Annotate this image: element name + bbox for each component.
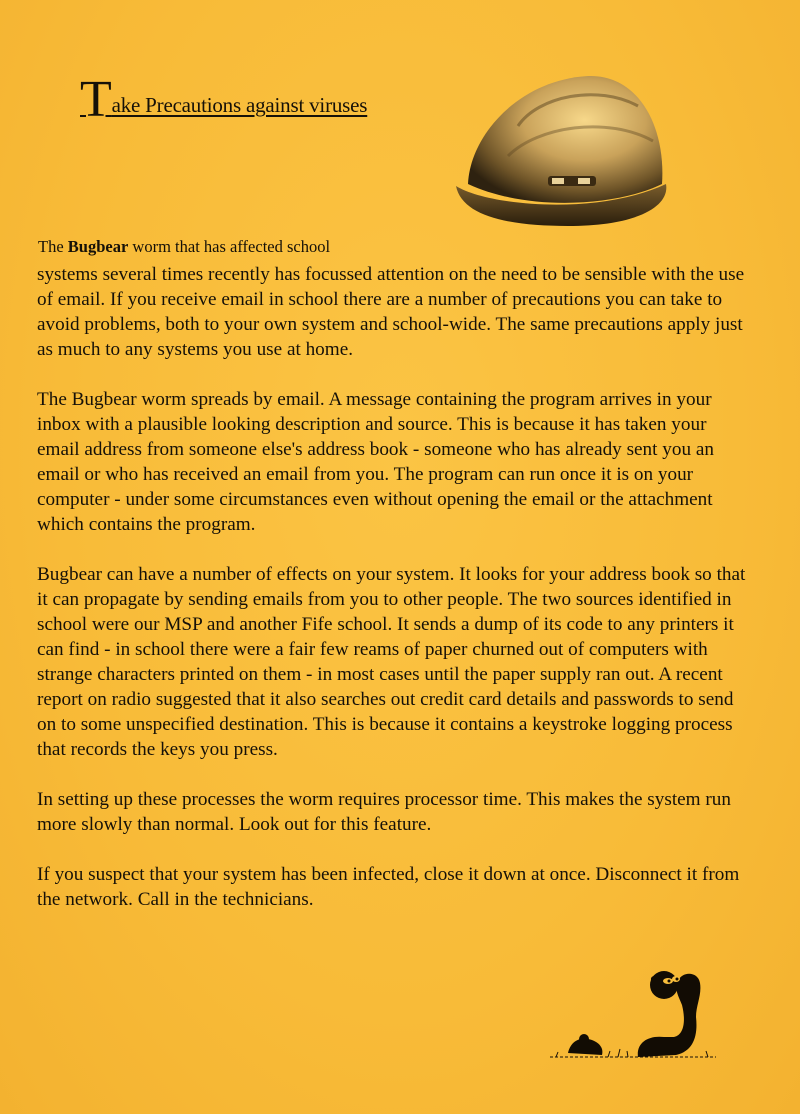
paragraph-2: The Bugbear worm spreads by email. A message containing the program arrives in your inbox with a plausible looking description and source. This is because it has taken your email address from someone else's address book - someone who has already sent you an email or who has received an email from you. The program can run once it is on your computer - under some circumstances even without opening the email or the attachment which contains the program. <box>37 389 714 535</box>
page-title <box>80 71 368 128</box>
paragraph-1: systems several times recently has focussed attention on the need to be sensible with the use of email. If you receive email in school there are a number of precautions you can take to avoid problems, both to your own system and school-wide. The same precautions apply just as much to any systems you use at home. <box>37 264 745 360</box>
paragraph-3: Bugbear can have a number of effects on your system. It looks for your address book so that it can propagate by sending emails from you to other people. The two sources identified in school were our MSP and another Fife school. It sends a dump of its code to any printers it can find - in school there were a fair few reams of paper churned out of computers with strange characters printed on them - in most cases until the paper supply ran out. A recent report on radio suggested that it also searches out credit card details and passwords to send on to some unspecified destination. This is because it contains a keystroke logging process that records the keys you press. <box>37 564 746 760</box>
body-text <box>37 262 747 937</box>
hard-hat-icon <box>448 66 678 236</box>
intro-line <box>38 237 330 257</box>
title-drop-cap: T <box>80 71 112 128</box>
title-text: ake Precautions against viruses <box>111 93 368 117</box>
intro-prefix: The <box>38 237 68 256</box>
worm-cartoon-icon <box>548 965 718 1065</box>
paragraph-4: In setting up these processes the worm requires processor time. This makes the system run more slowly than normal. Look out for this feature. <box>37 789 731 835</box>
intro-suffix: worm that has affected school <box>128 237 331 256</box>
paragraph-5: If you suspect that your system has been infected, close it down at once. Disconnect it from the network. Call in the technicians. <box>37 864 740 910</box>
intro-bugbear: Bugbear <box>67 237 129 256</box>
